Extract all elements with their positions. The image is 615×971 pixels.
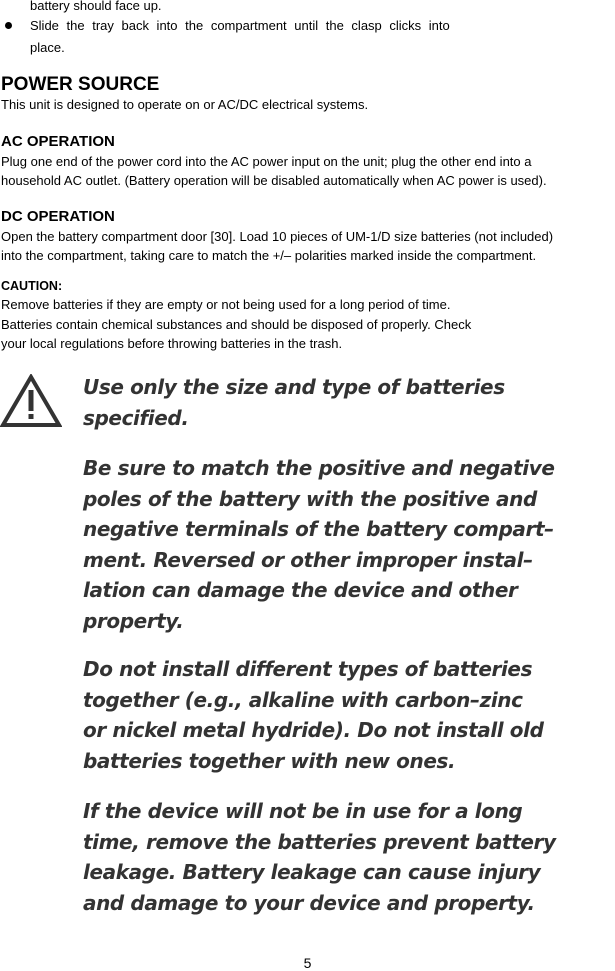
dc-operation-line-2: into the compartment, taking care to match the +/– polarities marked inside the compartment. [1,248,537,263]
bullet-line-2: place. [30,40,65,55]
ac-operation-heading: AC OPERATION [1,133,115,150]
dc-operation-line-1: Open the battery compartment door [30]. Load 10 pieces of UM-1/D size batteries (not included) [1,229,554,244]
warning-line: batteries together with new ones. [83,748,456,773]
ac-operation-line-2: household AC outlet. (Battery operation will be disabled automatically when AC power is used). [1,173,547,188]
caution-line-1: Remove batteries if they are empty or not being used for a long period of time. [1,297,451,312]
warning-line: time, remove the batteries prevent battery [83,829,556,854]
warning-line: property. [83,608,184,633]
page-number: 5 [303,955,312,971]
caution-line-3: your local regulations before throwing batteries in the trash. [1,336,343,351]
dc-operation-heading: DC OPERATION [1,208,115,225]
continued-line: battery should face up. [30,0,162,13]
warning-line: If the device will not be in use for a long [83,799,523,823]
warning-line: together (e.g., alkaline with carbon–zinc [83,687,523,712]
power-source-heading: POWER SOURCE [1,74,160,95]
warning-line: leakage. Battery leakage can cause injury [83,860,541,884]
warning-line: specified. [83,405,189,430]
warning-block-leakage [83,796,603,918]
bullet-line-1: Slide the tray back into the compartment until the clasp clicks into [30,18,450,33]
ac-operation-line-1: Plug one end of the power cord into the AC power input on the unit; plug the other end into a [1,154,532,169]
warning-block-size-type [83,372,603,433]
caution-heading: CAUTION: [1,279,63,293]
bullet-icon [5,22,12,29]
warning-line: ment. Reversed or other improper instal– [83,547,533,572]
warning-line: Do not install different types of batteries [83,657,533,681]
warning-block-mixed-types [83,654,603,776]
caution-line-2: Batteries contain chemical substances and should be disposed of properly. Check [1,317,472,332]
warning-line: Be sure to match the positive and negative [83,456,555,480]
warning-triangle-icon [0,374,62,428]
warning-line: poles of the battery with the positive and [83,486,537,511]
warning-line: Use only the size and type of batteries [83,375,505,399]
warning-line: lation can damage the device and other [83,578,518,602]
power-source-text: This unit is designed to operate on or AC/DC electrical systems. [1,97,369,112]
warning-block-polarity [83,453,603,636]
warning-line: and damage to your device and property. [83,890,535,915]
warning-line: or nickel metal hydride). Do not install old [83,718,544,742]
warning-line: negative terminals of the battery compart– [83,517,554,541]
